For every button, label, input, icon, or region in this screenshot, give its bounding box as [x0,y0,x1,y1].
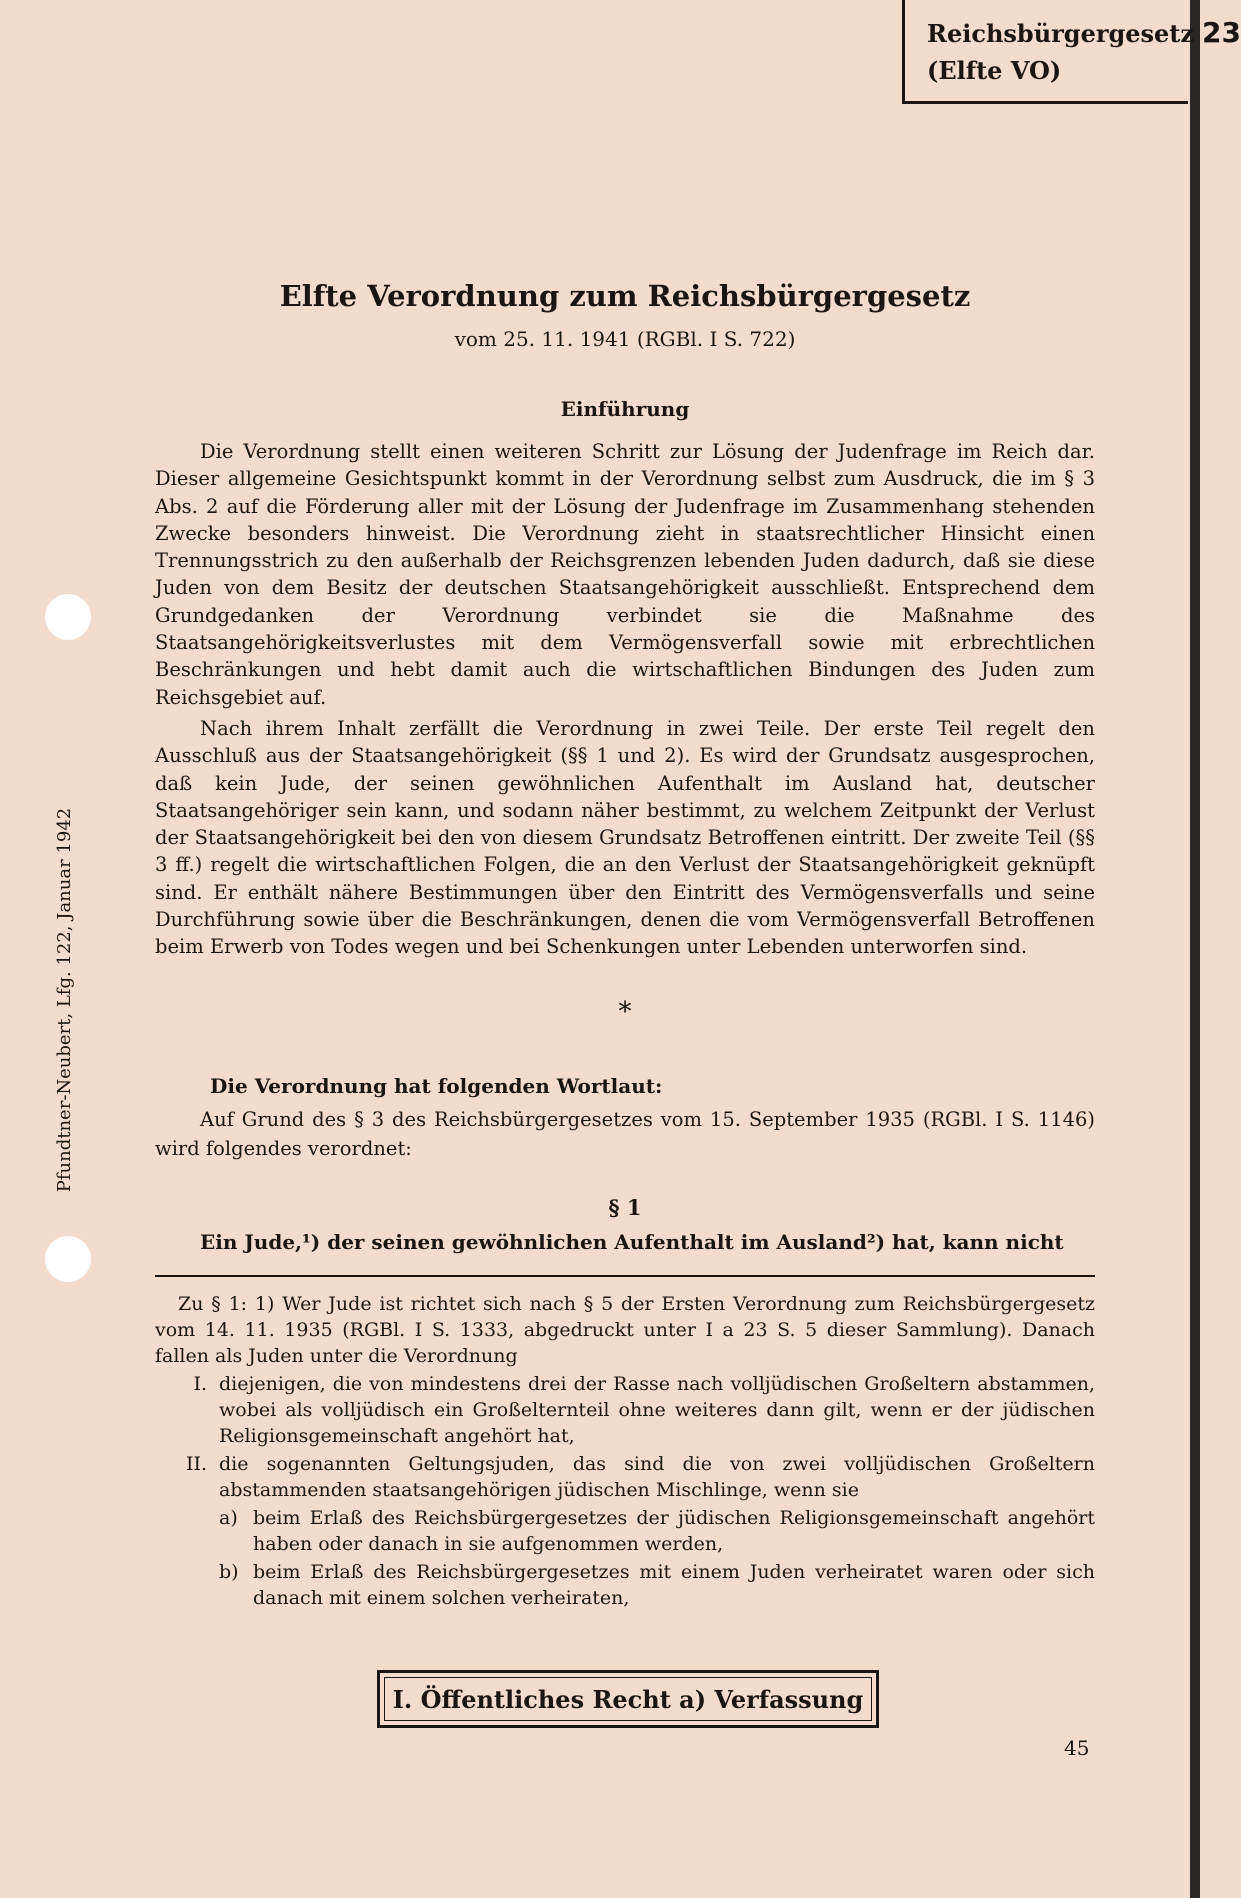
footnote [155,1291,1095,1611]
category-box [377,1670,879,1728]
header-box [902,0,1241,104]
footnote-item-label: I. [193,1372,207,1395]
header-tab-number: 23 [1202,16,1241,49]
footnote-subitem [219,1505,1095,1557]
footnote-item-text: diejenigen, die von mindestens drei der Rasse nach volljüdischen Großeltern abstammen, wobei als volljüdisch ein Großelternteil ohne weiteres dann gilt, wenn er der jüdischen Religionsgemeinschaft angehört hat, [219,1372,1095,1447]
page-number: 45 [1064,1736,1090,1760]
punch-hole-top [45,594,91,640]
footnote-subitem-label: a) [219,1506,238,1529]
section-text: Ein Jude,¹) der seinen gewöhnlichen Aufenthalt im Ausland²) hat, kann nicht [200,1229,1064,1254]
punch-hole-bottom [45,1236,91,1282]
section-number: § 1 [608,1194,642,1220]
document-subtitle: vom 25. 11. 1941 (RGBl. I S. 722) [454,327,796,351]
footnote-intro: Zu § 1: 1) Wer Jude ist richtet sich nach § 5 der Ersten Verordnung zum Reichsbürgergesetz vom 14. 11. 1935 (RGBl. I S. 1333, abgedruckt unter I a 23 S. 5 dieser Sammlung). Danach fallen als Juden unter die Verordnung [155,1292,1095,1367]
footnote-subitem-text: beim Erlaß des Reichsbürgergesetzes mit einem Juden verheiratet waren oder sich danach mit einem solchen verheiraten, [253,1560,1095,1609]
header-title [927,16,1241,49]
footnote-subitem [219,1559,1095,1611]
introduction-paragraph: Nach ihrem Inhalt zerfällt die Verordnung in zwei Teile. Der erste Teil regelt den Ausschluß aus der Staatsangehörigkeit (§§ 1 und 2). Es wird der Grundsatz ausgesprochen, daß kein Jude, der seinen gewöhnlichen Aufenthalt im Ausland hat, deutscher Staatsangehöriger sein kann, und sodann näher bestimmt, zu welchem Zeitpunkt der Verlust der Staatsangehörigkeit bei den von diesem Grundsatz Betroffenen eintritt. Der zweite Teil (§§ 3 ff.) regelt die wirtschaftlichen Folgen, die an den Verlust der Staatsangehörigkeit geknüpft sind. Er enthält nähere Bestimmungen über den Eintritt des Vermögensverfalls und seine Durchführung sowie über die Beschränkungen, denen die vom Vermögensverfall Betroffenen beim Erwerb von Todes wegen und bei Schenkungen unter Lebenden unterworfen sind. [155,716,1095,959]
section-separator: * [618,996,632,1027]
header-ordinance: (Elfte VO) [927,56,1062,85]
wortlaut-heading: Die Verordnung hat folgenden Wortlaut: [210,1073,663,1098]
footnote-subitem-label: b) [219,1560,239,1583]
introduction-heading: Einführung [560,397,690,421]
category-label: I. Öffentliches Recht a) Verfassung [384,1677,872,1721]
side-note: Pfundtner-Neubert, Lfg. 122, Januar 1942 [54,807,75,1193]
main-content [155,272,1095,1611]
footnote-item [155,1371,1095,1449]
page-edge [1190,0,1200,1898]
document-title: Elfte Verordnung zum Reichsbürgergesetz [279,279,971,313]
footnote-item [155,1451,1095,1503]
footnote-divider [155,1275,1095,1277]
enacting-clause: Auf Grund des § 3 des Reichsbürgergesetzes vom 15. September 1935 (RGBl. I S. 1146) wird folgendes verordnet: [155,1107,1095,1160]
footnote-item-text: die sogenannten Geltungsjuden, das sind die von zwei volljüdischen Großeltern abstammenden staatsangehörigen jüdischen Mischlinge, wenn sie [219,1452,1095,1501]
header-law-name: Reichsbürgergesetz [927,19,1195,48]
footnote-subitem-text: beim Erlaß des Reichsbürgergesetzes der jüdischen Religionsgemeinschaft angehört haben oder danach in sie aufgenommen werden, [253,1506,1095,1555]
footnote-item-label: II. [185,1452,207,1475]
introduction-paragraph: Die Verordnung stellt einen weiteren Schritt zur Lösung der Judenfrage im Reich dar. Dieser allgemeine Gesichtspunkt kommt in der Verordnung selbst zum Ausdruck, die im § 3 Abs. 2 auf die Förderung aller mit der Lösung der Judenfrage im Zusammenhang stehenden Zwecke besonders hinweist. Die Verordnung zieht in staatsrechtlicher Hinsicht einen Trennungsstrich zu den außerhalb der Reichsgrenzen lebenden Juden dadurch, daß sie diese Juden von dem Besitz der deutschen Staatsangehörigkeit ausschließt. Entsprechend dem Grundgedanken der Verordnung verbindet sie die Maßnahme des Staatsangehörigkeitsverlustes mit dem Vermögensverfall sowie mit erbrechtlichen Beschränkungen und hebt damit auch die wirtschaftlichen Bindungen des Juden zum Reichsgebiet auf. [155,440,1095,709]
